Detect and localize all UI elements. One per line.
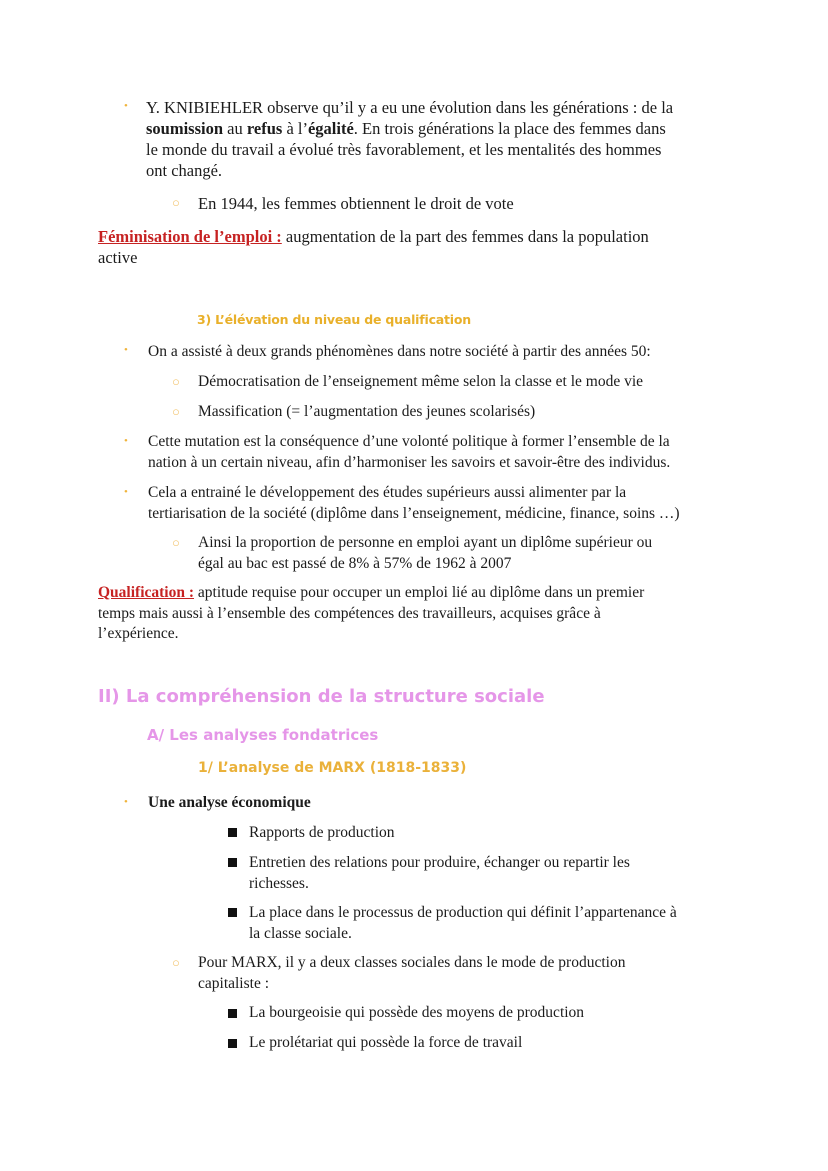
bullet-icon: •: [124, 486, 128, 498]
square-item-entretien: Entretien des relations pour produire, échanger ou repartir les richesses.: [249, 854, 630, 892]
bullet-icon: •: [124, 435, 128, 447]
square-bullet-icon: [228, 828, 237, 837]
paragraph-knibiehler: Y. KNIBIEHLER observe qu’il y a eu une évolution dans les générations : de la soumission au refus à l’égalité. En trois générations la place des femmes dans le monde du travail a évolué très favorablement, et les mentalités des hommes ont changé.: [146, 98, 674, 180]
bullet-analyse-economique: Une analyse économique: [148, 794, 311, 811]
circle-bullet-icon: ○: [172, 404, 180, 419]
circle-bullet-icon: ○: [172, 195, 180, 210]
circle-bullet-icon: ○: [172, 955, 180, 970]
heading-structure-sociale: II) La compréhension de la structure sociale: [98, 686, 545, 707]
square-bullet-icon: [228, 1039, 237, 1048]
bullet-icon: •: [124, 100, 128, 112]
sub-bullet-vote: En 1944, les femmes obtiennent le droit de vote: [198, 194, 514, 213]
square-bullet-icon: [228, 858, 237, 867]
circle-bullet-icon: ○: [172, 374, 180, 389]
bullet-icon: •: [124, 796, 128, 808]
square-bullet-icon: [228, 1009, 237, 1018]
square-bullet-icon: [228, 908, 237, 917]
heading-analyse-marx: 1/ L’analyse de MARX (1818-1833): [198, 760, 467, 776]
heading-qualification: 3) L’élévation du niveau de qualification: [197, 312, 471, 327]
bullet-etudes-superieures: Cela a entrainé le développement des études supérieurs aussi alimenter par la tertiarisation de la société (diplôme dans l’enseignement, médicine, finance, soins …): [148, 484, 680, 522]
heading-analyses-fondatrices: A/ Les analyses fondatrices: [147, 726, 379, 744]
square-item-proletariat: Le prolétariat qui possède la force de travail: [249, 1034, 523, 1051]
bullet-phenomenes: On a assisté à deux grands phénomènes dans notre société à partir des années 50:: [148, 343, 651, 360]
bullet-mutation: Cette mutation est la conséquence d’une volonté politique à former l’ensemble de la nation à un certain niveau, afin d’harmoniser les savoirs et savoir-être des individus.: [148, 433, 671, 471]
sub-bullet-marx-classes: Pour MARX, il y a deux classes sociales dans le mode de production capitaliste :: [198, 954, 626, 992]
square-item-bourgeoisie: La bourgeoisie qui possède des moyens de production: [249, 1004, 585, 1021]
circle-bullet-icon: ○: [172, 535, 180, 550]
bullet-icon: •: [124, 344, 128, 356]
square-item-place: La place dans le processus de production qui définit l’appartenance à la classe sociale.: [249, 904, 677, 942]
sub-bullet-massification: Massification (= l’augmentation des jeunes scolarisés): [198, 403, 536, 420]
sub-bullet-proportion: Ainsi la proportion de personne en emploi ayant un diplôme supérieur ou égal au bac est passé de 8% à 57% de 1962 à 2007: [198, 534, 653, 572]
definition-feminisation: Féminisation de l’emploi : augmentation de la part des femmes dans la population active: [98, 227, 649, 267]
square-item-rapports: Rapports de production: [249, 824, 395, 841]
sub-bullet-democratisation: Démocratisation de l’enseignement même selon la classe et le mode vie: [198, 373, 644, 390]
definition-qualification: Qualification : aptitude requise pour occuper un emploi lié au diplôme dans un premier temps mais aussi à l’ensemble des compétences des travailleurs, acquises grâce à l’expérience.: [98, 584, 645, 642]
